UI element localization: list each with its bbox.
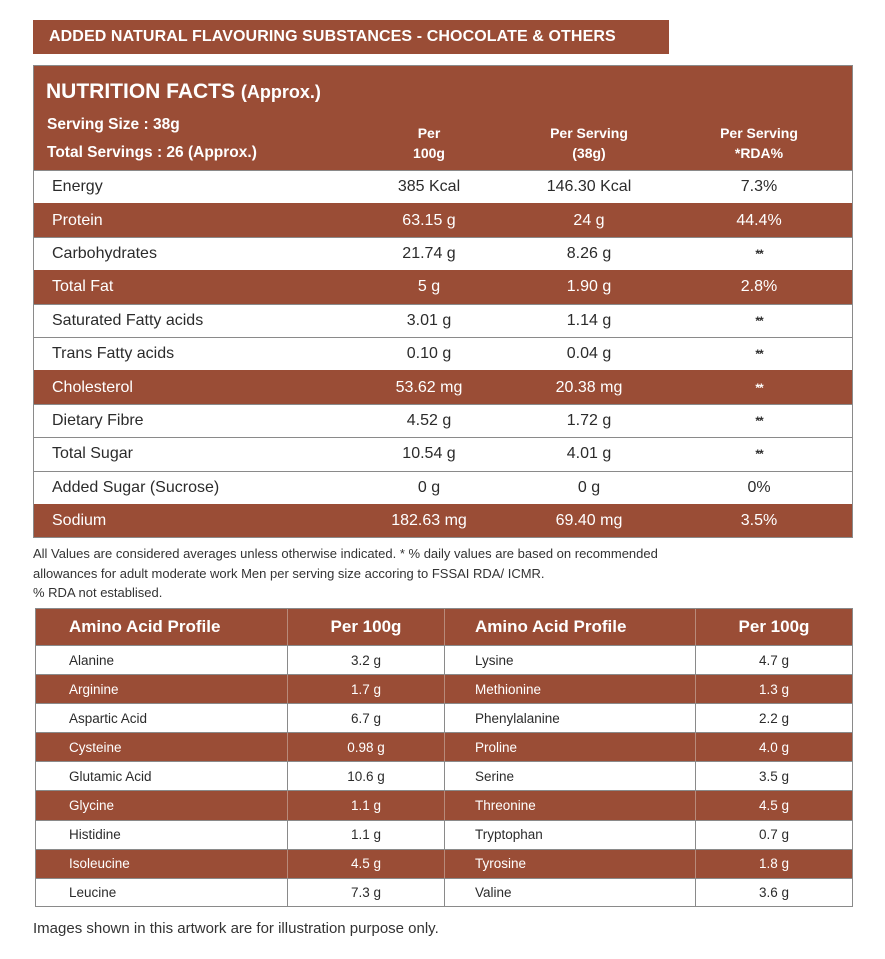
nutrient-per-serving: 20.38 mg (555, 378, 623, 396)
amino-name: Valine (444, 879, 695, 907)
amino-value: 1.1 g (287, 791, 444, 819)
nutrient-per-serving: 4.01 g (566, 445, 612, 463)
nutrient-rda: 2.8% (740, 278, 778, 296)
nutrition-title-text: NUTRITION FACTS (46, 80, 235, 103)
col-header-per100-l1: Per (417, 125, 441, 141)
col-header-per-serving-l2: (38g) (572, 145, 606, 161)
nutrient-name: Saturated Fatty acids (52, 311, 204, 329)
nutrient-per100: 3.01 g (406, 311, 452, 329)
amino-name: Serine (444, 762, 695, 790)
nutrient-per-serving: 69.40 mg (555, 512, 623, 530)
nutrient-per100: 53.62 mg (395, 378, 463, 396)
footnote-line: All Values are considered averages unless otherwise indicated. * % daily values are based on recommended (33, 546, 658, 561)
amino-value: 3.5 g (695, 762, 852, 790)
col-header-per-serving (534, 123, 644, 163)
amino-name: Histidine (69, 827, 121, 843)
amino-value: 1.3 g (695, 675, 852, 703)
nutrient-name: Total Fat (52, 278, 114, 296)
amino-row (36, 645, 852, 674)
nutrient-per-serving: 0.04 g (566, 345, 612, 363)
nutrient-name: Total Sugar (52, 445, 133, 463)
amino-value: 0.98 g (287, 733, 444, 761)
nutrient-rda: ** (755, 347, 763, 362)
nutrient-per100: 4.52 g (406, 411, 452, 429)
nutrient-per100: 0.10 g (406, 345, 452, 363)
amino-value: 4.7 g (695, 646, 852, 674)
nutrient-name: Carbohydrates (52, 244, 157, 262)
nutrition-row-total-fat (34, 270, 852, 303)
col-header-per100-l2: 100g (413, 145, 445, 161)
nutrient-per-serving: 1.72 g (566, 411, 612, 429)
col-header-rda-l1: Per Serving (720, 125, 798, 141)
amino-name: Phenylalanine (444, 704, 695, 732)
nutrient-name: Energy (52, 178, 103, 196)
nutrient-per100: 385 Kcal (397, 178, 461, 196)
nutrition-title (46, 80, 321, 104)
nutrition-row-energy (34, 170, 852, 203)
nutrient-name: Added Sugar (Sucrose) (52, 478, 220, 496)
amino-row (36, 761, 852, 790)
col-header-rda (699, 123, 819, 163)
nutrient-name: Protein (52, 211, 103, 229)
amino-header-profile-left: Amino Acid Profile (69, 617, 221, 636)
nutrient-per100: 0 g (417, 478, 441, 496)
amino-header-per100-right: Per 100g (695, 609, 852, 645)
amino-name: Lysine (444, 646, 695, 674)
amino-row (36, 703, 852, 732)
amino-name: Methionine (444, 675, 695, 703)
illustration-disclaimer: Images shown in this artwork are for illustration purpose only. (33, 920, 439, 937)
nutrient-name: Trans Fatty acids (52, 345, 175, 363)
amino-value: 6.7 g (287, 704, 444, 732)
nutrition-row-dietary-fibre (34, 404, 852, 437)
amino-row (36, 674, 852, 703)
nutrient-per-serving: 0 g (577, 478, 601, 496)
nutrient-per100: 21.74 g (402, 244, 456, 262)
amino-name: Arginine (69, 681, 119, 697)
amino-name: Alanine (69, 652, 115, 668)
nutrition-row-carbohydrates (34, 237, 852, 270)
amino-header-per100-left: Per 100g (287, 609, 444, 645)
nutrient-rda: 3.5% (740, 512, 778, 530)
nutrient-rda: 44.4% (736, 211, 782, 229)
amino-row (36, 732, 852, 761)
amino-acid-table (35, 608, 853, 907)
nutrient-per-serving: 8.26 g (566, 244, 612, 262)
footnote-line: allowances for adult moderate work Men per serving size accoring to FSSAI RDA/ ICMR. (33, 565, 545, 581)
amino-value: 2.2 g (695, 704, 852, 732)
amino-value: 0.7 g (695, 821, 852, 849)
nutrient-rda: ** (755, 447, 763, 462)
amino-name: Leucine (69, 885, 117, 901)
amino-value: 4.5 g (695, 791, 852, 819)
amino-value: 10.6 g (287, 762, 444, 790)
amino-row (36, 849, 852, 878)
nutrient-per-serving: 1.90 g (566, 278, 612, 296)
nutrition-row-added-sugar (34, 471, 852, 504)
amino-name: Cysteine (69, 739, 122, 755)
amino-name: Threonine (444, 791, 695, 819)
amino-value: 1.7 g (287, 675, 444, 703)
nutrient-rda: 0% (747, 478, 771, 496)
nutrient-rda: ** (755, 413, 763, 428)
amino-header-row (36, 609, 852, 645)
nutrition-row-sodium (34, 504, 852, 537)
nutrition-header (34, 66, 852, 170)
nutrition-row-trans-fat (34, 337, 852, 370)
amino-name: Aspartic Acid (69, 710, 148, 726)
amino-value: 4.0 g (695, 733, 852, 761)
nutrition-row-saturated-fat (34, 304, 852, 337)
amino-name: Proline (444, 733, 695, 761)
amino-value: 4.5 g (287, 850, 444, 878)
amino-header-profile-right: Amino Acid Profile (444, 609, 695, 645)
amino-row (36, 820, 852, 849)
nutrient-per-serving: 1.14 g (566, 311, 612, 329)
nutrient-per100: 5 g (417, 278, 441, 296)
amino-value: 3.6 g (695, 879, 852, 907)
nutrient-per-serving: 24 g (573, 211, 605, 229)
nutrition-title-suffix: (Approx.) (240, 82, 321, 102)
nutrient-per100: 182.63 mg (391, 512, 467, 530)
amino-value: 1.8 g (695, 850, 852, 878)
nutrition-footnote (33, 544, 853, 603)
nutrition-row-protein (34, 203, 852, 236)
amino-row (36, 878, 852, 907)
nutrient-per100: 10.54 g (402, 445, 456, 463)
serving-size: Serving Size : 38g (47, 116, 180, 133)
nutrition-row-total-sugar (34, 437, 852, 470)
nutrient-rda: 7.3% (740, 178, 778, 196)
nutrient-name: Cholesterol (52, 378, 133, 396)
amino-name: Glycine (69, 798, 115, 814)
nutrition-facts-table (33, 65, 853, 538)
nutrient-rda: ** (755, 246, 763, 261)
nutrient-rda: ** (755, 313, 763, 328)
col-header-rda-l2: *RDA% (734, 145, 784, 161)
col-header-per100 (389, 123, 469, 163)
flavour-banner: ADDED NATURAL FLAVOURING SUBSTANCES - CHOCOLATE & OTHERS (33, 20, 669, 54)
footnote-line: % RDA not establised. (33, 585, 163, 600)
nutrient-rda: ** (755, 380, 763, 395)
col-header-per-serving-l1: Per Serving (550, 125, 628, 141)
amino-row (36, 790, 852, 819)
amino-name: Tyrosine (444, 850, 695, 878)
amino-name: Tryptophan (444, 821, 695, 849)
nutrient-per100: 63.15 g (402, 211, 456, 229)
nutrient-name: Sodium (52, 512, 107, 530)
amino-name: Glutamic Acid (69, 768, 152, 784)
amino-value: 7.3 g (287, 879, 444, 907)
nutrition-row-cholesterol (34, 370, 852, 403)
nutrient-name: Dietary Fibre (52, 411, 144, 429)
total-servings: Total Servings : 26 (Approx.) (47, 144, 257, 161)
amino-value: 1.1 g (287, 821, 444, 849)
amino-name: Isoleucine (69, 856, 130, 872)
amino-value: 3.2 g (287, 646, 444, 674)
nutrient-per-serving: 146.30 Kcal (546, 178, 632, 196)
